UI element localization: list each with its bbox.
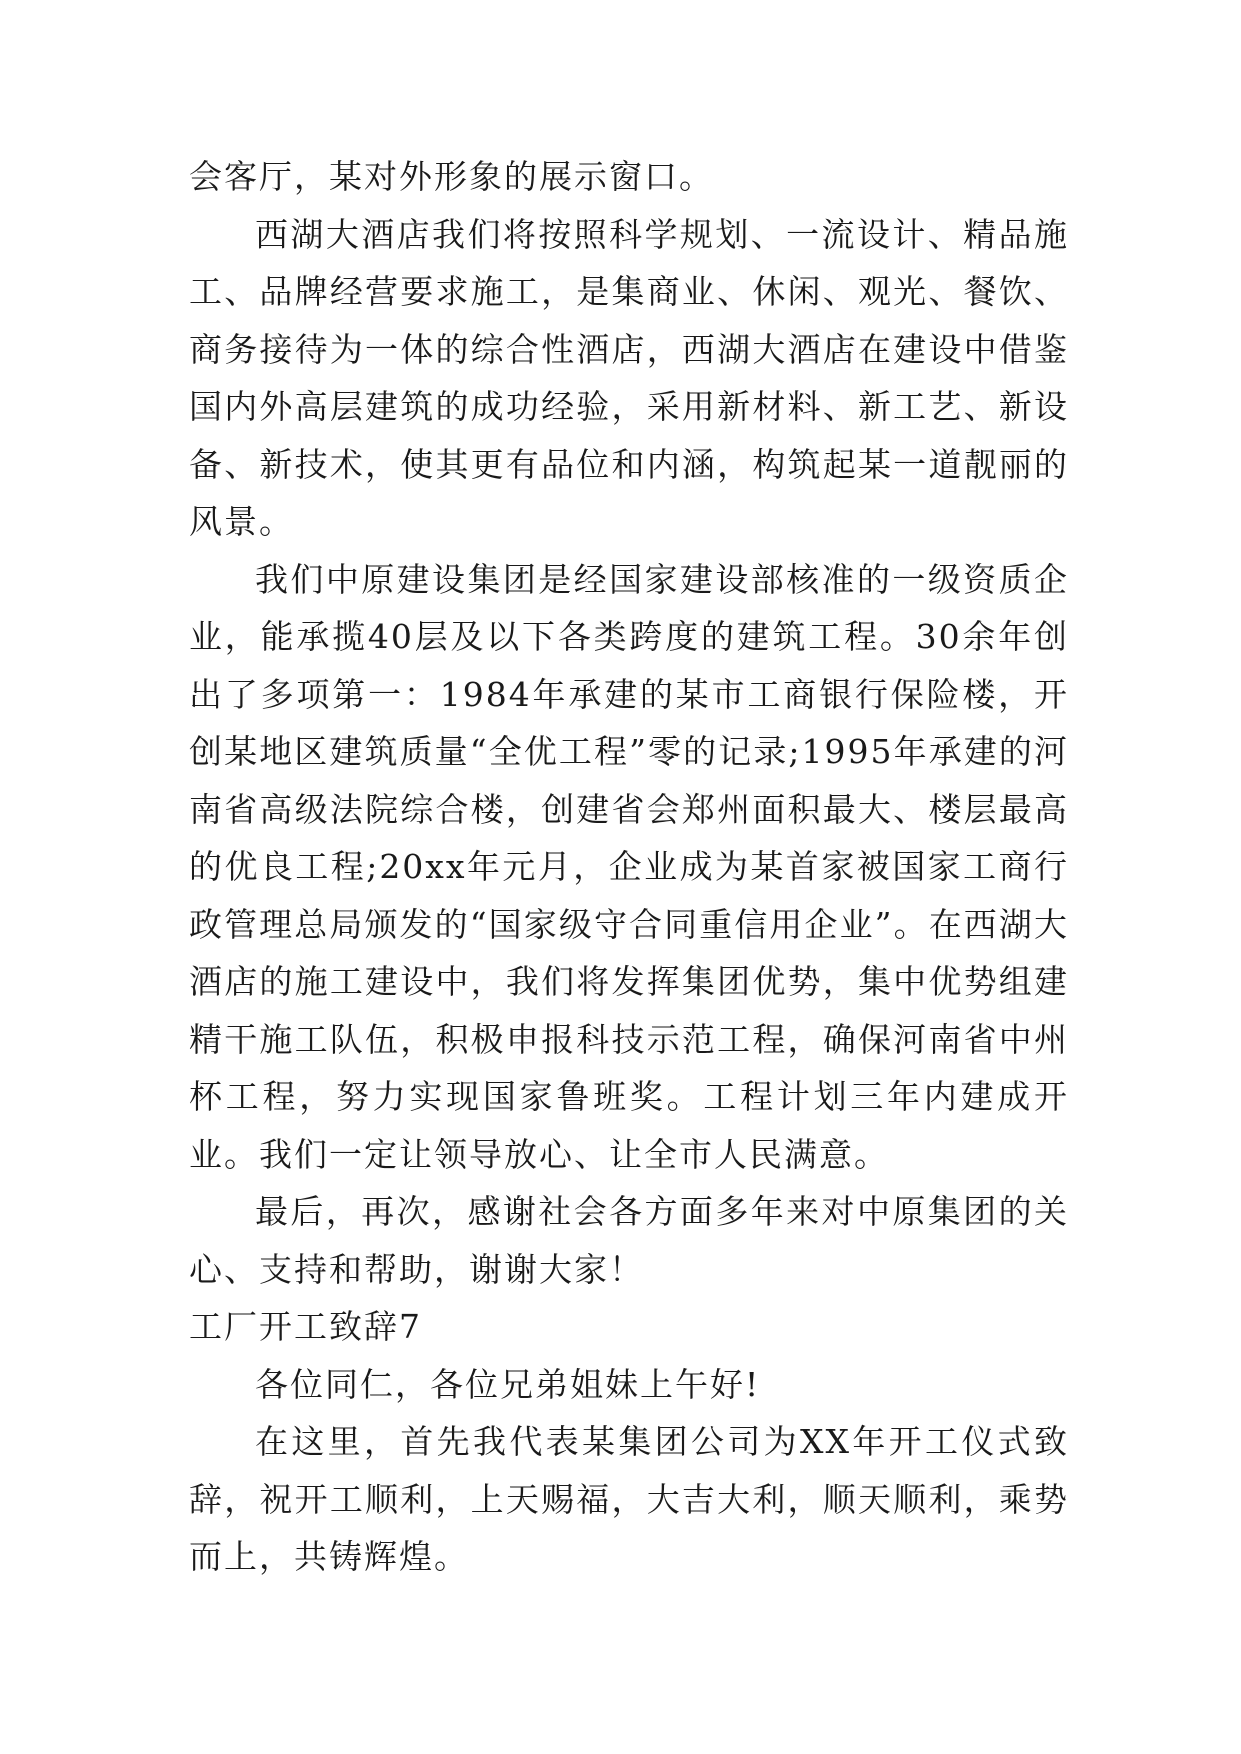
paragraph-xihu-hotel: 西湖大酒店我们将按照科学规划、一流设计、精品施工、品牌经营要求施工，是集商业、休闲、观光、餐饮、商务接待为一体的综合性酒店，西湖大酒店在建设中借鉴国内外高层建筑的成功经验，采用新材料、新工艺、新设备、新技术，使其更有品位和内涵，构筑起某一道靓丽的风景。 (189, 214, 1069, 541)
paragraph-zhongyuan-group: 我们中原建设集团是经国家建设部核准的一级资质企业，能承揽40层及以下各类跨度的建筑工程。30余年创出了多项第一：1984年承建的某市工商银行保险楼，开创某地区建筑质量“全优工程”零的记录;1995年承建的河南省高级法院综合楼，创建省会郑州面积最大、楼层最高的优良工程;20xx年元月，企业成为某首家被国家工商行政管理总局颁发的“国家级守合同重信用企业”。在西湖大酒店的施工建设中，我们将发挥集团优势，集中优势组建精干施工队伍，积极申报科技示范工程，确保河南省中州杯工程，努力实现国家鲁班奖。工程计划三年内建成开业。我们一定让领导放心、让全市人民满意。 (189, 559, 1069, 1174)
section-heading: 工厂开工致辞7 (189, 1307, 422, 1346)
paragraph-greeting: 各位同仁，各位兄弟姐妹上午好! (255, 1364, 761, 1404)
paragraph-reception-hall: 会客厅，某对外形象的展示窗口。 (189, 157, 714, 196)
paragraph-closing-thanks: 最后，再次，感谢社会各方面多年来对中原集团的关心、支持和帮助，谢谢大家！ (189, 1192, 1069, 1289)
paragraph-opening-speech: 在这里，首先我代表某集团公司为XX年开工仪式致辞，祝开工顺利，上天赐福，大吉大利，顺天顺利，乘势而上，共铸辉煌。 (189, 1422, 1069, 1576)
document-body (189, 148, 1069, 1586)
